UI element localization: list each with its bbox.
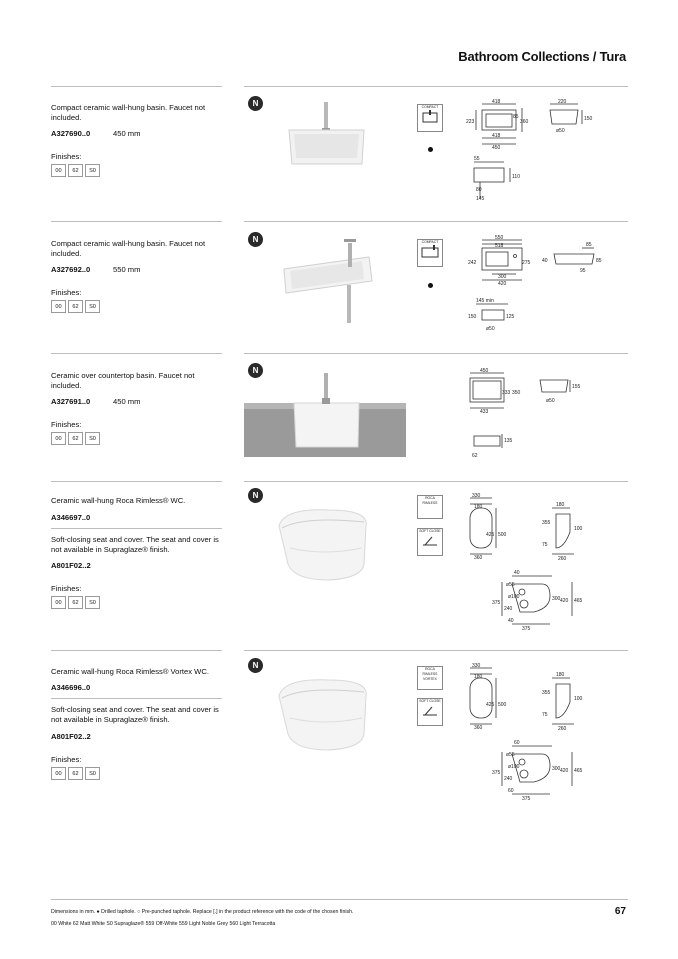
compact-badge bbox=[417, 104, 443, 132]
finish-chip: 00 bbox=[51, 300, 66, 313]
dim-label: 75 bbox=[542, 712, 548, 718]
finish-swatches bbox=[51, 767, 100, 780]
finishes-label: Finishes: bbox=[51, 584, 82, 593]
dim-label: 223 bbox=[466, 119, 475, 125]
soft-close-icon bbox=[420, 704, 440, 718]
dim-label: 85 bbox=[586, 242, 592, 248]
divider bbox=[244, 650, 628, 651]
dim-label: 360 bbox=[474, 725, 483, 731]
divider bbox=[51, 481, 222, 482]
finish-chip: S0 bbox=[85, 432, 100, 445]
finish-chip: S0 bbox=[85, 300, 100, 313]
dim-label: 100 bbox=[574, 696, 583, 702]
technical-drawing-wc-vortex bbox=[452, 662, 622, 802]
product-code: A327690..0 bbox=[51, 129, 91, 138]
dim-label: 75 bbox=[542, 542, 548, 548]
dim-label: 260 bbox=[558, 556, 567, 562]
seat-description: Soft-closing seat and cover. The seat and cover is not available in Supraglaze® finish. bbox=[51, 535, 219, 554]
dim-label: 240 bbox=[504, 776, 513, 782]
dim-label: 85 bbox=[596, 258, 602, 264]
page-title: Bathroom Collections / Tura bbox=[458, 49, 626, 64]
dim-label: 85 bbox=[513, 114, 519, 120]
rimless-badge bbox=[417, 495, 443, 519]
soft-close-icon bbox=[420, 534, 440, 548]
dim-label: 465 bbox=[574, 598, 583, 604]
product-code: A327691..0 bbox=[51, 397, 91, 406]
dim-label: 62 bbox=[472, 453, 478, 459]
wc-illustration bbox=[244, 492, 406, 592]
product-size: 550 mm bbox=[113, 265, 141, 274]
dim-label: 375 bbox=[522, 796, 531, 802]
divider bbox=[244, 86, 628, 87]
seat-description: Soft-closing seat and cover. The seat and cover is not available in Supraglaze® finish. bbox=[51, 705, 219, 724]
finish-chip: S0 bbox=[85, 767, 100, 780]
dim-label: 80 bbox=[476, 187, 482, 193]
dim-label: 355 bbox=[542, 520, 551, 526]
basin-icon bbox=[420, 110, 440, 126]
drilled-taphole-icon bbox=[428, 147, 433, 152]
finish-swatches bbox=[51, 300, 100, 313]
dim-label: 433 bbox=[480, 409, 489, 415]
drilled-taphole-icon bbox=[428, 283, 433, 288]
compact-badge-label: COMPACT bbox=[421, 240, 439, 244]
finish-chip: S0 bbox=[85, 596, 100, 609]
new-badge: N bbox=[248, 658, 263, 673]
divider bbox=[51, 528, 222, 529]
divider bbox=[51, 650, 222, 651]
product-size: 450 mm bbox=[113, 129, 141, 138]
product-description: Compact ceramic wall-hung basin. Faucet not included. bbox=[51, 239, 206, 258]
dim-label: 300 bbox=[498, 274, 507, 280]
soft-close-badge bbox=[417, 528, 443, 556]
dim-label: 220 bbox=[558, 99, 567, 105]
finish-chip: 62 bbox=[68, 300, 83, 313]
finishes-label: Finishes: bbox=[51, 152, 82, 161]
dim-label: 333 bbox=[502, 390, 511, 396]
dim-label: 145 bbox=[476, 196, 485, 202]
new-badge: N bbox=[248, 363, 263, 378]
divider bbox=[244, 353, 628, 354]
product-photo bbox=[244, 94, 406, 208]
divider bbox=[51, 221, 222, 222]
dim-label: 418 bbox=[492, 133, 501, 139]
dim-label: 150 bbox=[468, 314, 477, 320]
dim-label: ø55 bbox=[506, 582, 515, 588]
dim-label: 500 bbox=[498, 702, 507, 708]
dim-label: 360 bbox=[520, 119, 529, 125]
product-code: A346697..0 bbox=[51, 513, 91, 522]
technical-drawing-countertop-basin bbox=[462, 368, 612, 468]
technical-drawing-wc-rimless bbox=[452, 492, 622, 632]
finish-swatches bbox=[51, 164, 100, 177]
dim-label: 135 bbox=[504, 438, 513, 444]
dim-label: 180 bbox=[556, 672, 565, 678]
dim-label: 180 bbox=[474, 504, 483, 510]
dim-label: ø100 bbox=[508, 594, 520, 600]
wc-illustration bbox=[244, 662, 406, 762]
product-code: A346696..0 bbox=[51, 683, 91, 692]
finish-chip: 00 bbox=[51, 767, 66, 780]
dim-label: 360 bbox=[474, 555, 483, 561]
product-photo bbox=[244, 361, 406, 475]
dim-label: 240 bbox=[504, 606, 513, 612]
dim-label: 180 bbox=[474, 674, 483, 680]
seat-code: A801F02..2 bbox=[51, 561, 91, 570]
dim-label: 550 bbox=[495, 235, 504, 241]
soft-close-badge-label: SOFT CLOSE bbox=[419, 529, 441, 533]
dim-label: 155 bbox=[572, 384, 581, 390]
dim-label: ø55 bbox=[506, 752, 515, 758]
dim-label: 500 bbox=[498, 532, 507, 538]
rimless-vortex-badge-label: ROCA RIMLESS VORTEX bbox=[422, 667, 438, 681]
countertop-basin-illustration bbox=[244, 361, 406, 457]
dim-label: 55 bbox=[474, 156, 480, 162]
soft-close-badge bbox=[417, 698, 443, 726]
product-description: Ceramic over countertop basin. Faucet not included. bbox=[51, 371, 195, 390]
dim-label: 425 bbox=[486, 702, 495, 708]
new-badge: N bbox=[248, 232, 263, 247]
dim-label: 450 bbox=[480, 368, 489, 374]
product-description: Compact ceramic wall-hung basin. Faucet not included. bbox=[51, 103, 206, 122]
seat-code: A801F02..2 bbox=[51, 732, 91, 741]
product-code: A327692..0 bbox=[51, 265, 91, 274]
product-description: Ceramic wall-hung Roca Rimless® WC. bbox=[51, 496, 186, 505]
finish-swatches bbox=[51, 596, 100, 609]
page-number: 67 bbox=[614, 906, 626, 917]
product-size: 450 mm bbox=[113, 397, 141, 406]
dim-label: 100 bbox=[574, 526, 583, 532]
compact-badge-label: COMPACT bbox=[421, 105, 439, 109]
dim-label: 145 min bbox=[476, 298, 494, 304]
technical-drawing-basin-550 bbox=[462, 234, 612, 342]
dim-label: 60 bbox=[508, 788, 514, 794]
dim-label: 40 bbox=[514, 570, 520, 576]
finishes-label: Finishes: bbox=[51, 420, 82, 429]
new-badge: N bbox=[248, 488, 263, 503]
basin-illustration bbox=[244, 229, 406, 343]
dim-label: ø100 bbox=[508, 764, 520, 770]
finish-chip: 62 bbox=[68, 596, 83, 609]
soft-close-badge-label: SOFT CLOSE bbox=[419, 699, 441, 703]
divider bbox=[51, 899, 628, 900]
dim-label: 330 bbox=[472, 663, 481, 669]
divider bbox=[244, 481, 628, 482]
dim-label: 110 bbox=[512, 174, 520, 180]
finish-chip: 00 bbox=[51, 164, 66, 177]
finish-code-list: 00 White 62 Matt White S0 Supraglaze® 559 Off-White 559 Light Noble Grey 560 Light Terracotta bbox=[51, 921, 276, 927]
dim-label: 300 bbox=[552, 766, 561, 772]
technical-drawing-basin-450 bbox=[462, 98, 612, 210]
finish-swatches bbox=[51, 432, 100, 445]
dim-label: 242 bbox=[468, 260, 477, 266]
rimless-badge-label: ROCA RIMLESS bbox=[422, 496, 438, 505]
dim-label: 150 bbox=[584, 116, 593, 122]
dim-label: 375 bbox=[492, 770, 501, 776]
dim-label: 260 bbox=[558, 726, 567, 732]
dim-label: ø50 bbox=[546, 398, 555, 404]
dim-label: 420 bbox=[498, 281, 507, 287]
dim-label: 450 bbox=[492, 145, 501, 151]
finish-chip: 62 bbox=[68, 164, 83, 177]
basin-illustration bbox=[244, 94, 406, 208]
basin-icon bbox=[420, 245, 440, 261]
dim-label: 355 bbox=[542, 690, 551, 696]
dim-label: 180 bbox=[556, 502, 565, 508]
product-photo bbox=[244, 662, 406, 776]
finish-chip: 00 bbox=[51, 432, 66, 445]
dim-label: 425 bbox=[486, 532, 495, 538]
dim-label: ø50 bbox=[556, 128, 565, 134]
divider bbox=[51, 698, 222, 699]
dim-label: 95 bbox=[580, 268, 586, 274]
dim-label: 418 bbox=[492, 99, 501, 105]
dim-label: 375 bbox=[522, 626, 531, 632]
dim-label: 420 bbox=[560, 598, 569, 604]
new-badge: N bbox=[248, 96, 263, 111]
finishes-label: Finishes: bbox=[51, 288, 82, 297]
product-photo bbox=[244, 492, 406, 606]
dim-label: 275 bbox=[522, 260, 531, 266]
finish-chip: 00 bbox=[51, 596, 66, 609]
dim-label: 300 bbox=[552, 596, 561, 602]
finish-chip: 62 bbox=[68, 432, 83, 445]
finish-chip: 62 bbox=[68, 767, 83, 780]
compact-badge bbox=[417, 239, 443, 267]
finishes-label: Finishes: bbox=[51, 755, 82, 764]
divider bbox=[51, 353, 222, 354]
divider bbox=[51, 86, 222, 87]
dim-label: 518 bbox=[495, 243, 504, 249]
rimless-vortex-badge bbox=[417, 666, 443, 690]
dim-label: 125 bbox=[506, 314, 515, 320]
footer-note: Dimensions in mm. ● Drilled taphole. ○ Pre-punched taphole. Replace [.] in the product reference with the code of the chosen finish. bbox=[51, 909, 354, 915]
dim-label: 350 bbox=[512, 390, 521, 396]
dim-label: 330 bbox=[472, 493, 481, 499]
dim-label: 465 bbox=[574, 768, 583, 774]
divider bbox=[244, 221, 628, 222]
dim-label: 420 bbox=[560, 768, 569, 774]
dim-label: 375 bbox=[492, 600, 501, 606]
dim-label: 40 bbox=[508, 618, 514, 624]
dim-label: 60 bbox=[514, 740, 520, 746]
finish-chip: S0 bbox=[85, 164, 100, 177]
dim-label: 40 bbox=[542, 258, 548, 264]
product-photo bbox=[244, 229, 406, 343]
dim-label: ø50 bbox=[486, 326, 495, 332]
product-description: Ceramic wall-hung Roca Rimless® Vortex WC. bbox=[51, 667, 209, 676]
